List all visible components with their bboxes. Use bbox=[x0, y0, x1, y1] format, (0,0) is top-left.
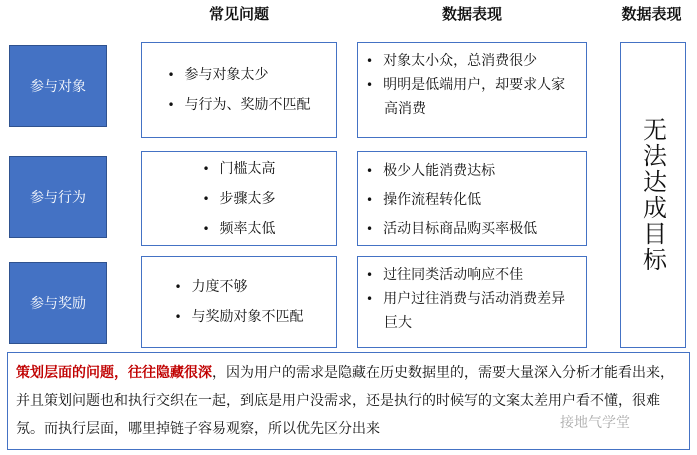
category-behavior: 参与行为 bbox=[9, 156, 107, 238]
issues-box-behavior bbox=[141, 151, 337, 246]
list-item: • 步骤太多 bbox=[202, 184, 275, 214]
list-item: • 极少人能消费达标 bbox=[366, 157, 578, 186]
list-item: • 频率太低 bbox=[202, 214, 275, 244]
issues-box-reward bbox=[141, 256, 337, 348]
note-highlight: 策划层面的问题，往往隐藏很深 bbox=[16, 365, 212, 381]
list-item: • 对象太小众，总消费很少 bbox=[366, 49, 578, 73]
header-data: 数据表现 bbox=[441, 5, 502, 23]
list-item: • 门槛太高 bbox=[202, 154, 275, 184]
result-box bbox=[620, 42, 686, 348]
list-item: • 活动目标商品购买率极低 bbox=[366, 215, 578, 244]
list-item: • 与奖励对象不匹配 bbox=[174, 302, 303, 332]
list-item: • 明明是低端用户，却要求人家高消费 bbox=[366, 73, 578, 121]
list-item: • 参与对象太少 bbox=[167, 60, 310, 90]
data-box-reward bbox=[357, 256, 587, 348]
issues-box-participants bbox=[141, 42, 337, 138]
category-reward: 参与奖励 bbox=[9, 262, 107, 344]
list-item: • 与行为、奖励不匹配 bbox=[167, 90, 310, 120]
list-item: • 用户过往消费与活动消费差异巨大 bbox=[366, 287, 578, 335]
summary-note bbox=[7, 352, 690, 450]
watermark: 接地气学堂 bbox=[560, 415, 630, 431]
list-item: • 力度不够 bbox=[174, 272, 303, 302]
data-box-behavior bbox=[357, 151, 587, 246]
data-box-participants bbox=[357, 42, 587, 138]
header-issues: 常见问题 bbox=[208, 5, 269, 23]
result-text: 无法达成目标 bbox=[638, 117, 667, 273]
category-participants: 参与对象 bbox=[9, 45, 107, 127]
note-text: ，因为用户的需求是隐藏在历史数据里的，需要大量深入分析才能看出来，并且策划问题也和执行交织在一起，到底是用户没需求，还是执行的时候写的文案太差用户看不懂，很难氖。而执行层面，哪里掉链子容易观察，所以优先区分出来 bbox=[16, 365, 674, 437]
header-result: 数据表现 bbox=[621, 5, 682, 23]
list-item: • 操作流程转化低 bbox=[366, 186, 578, 215]
list-item: • 过往同类活动响应不佳 bbox=[366, 263, 578, 287]
